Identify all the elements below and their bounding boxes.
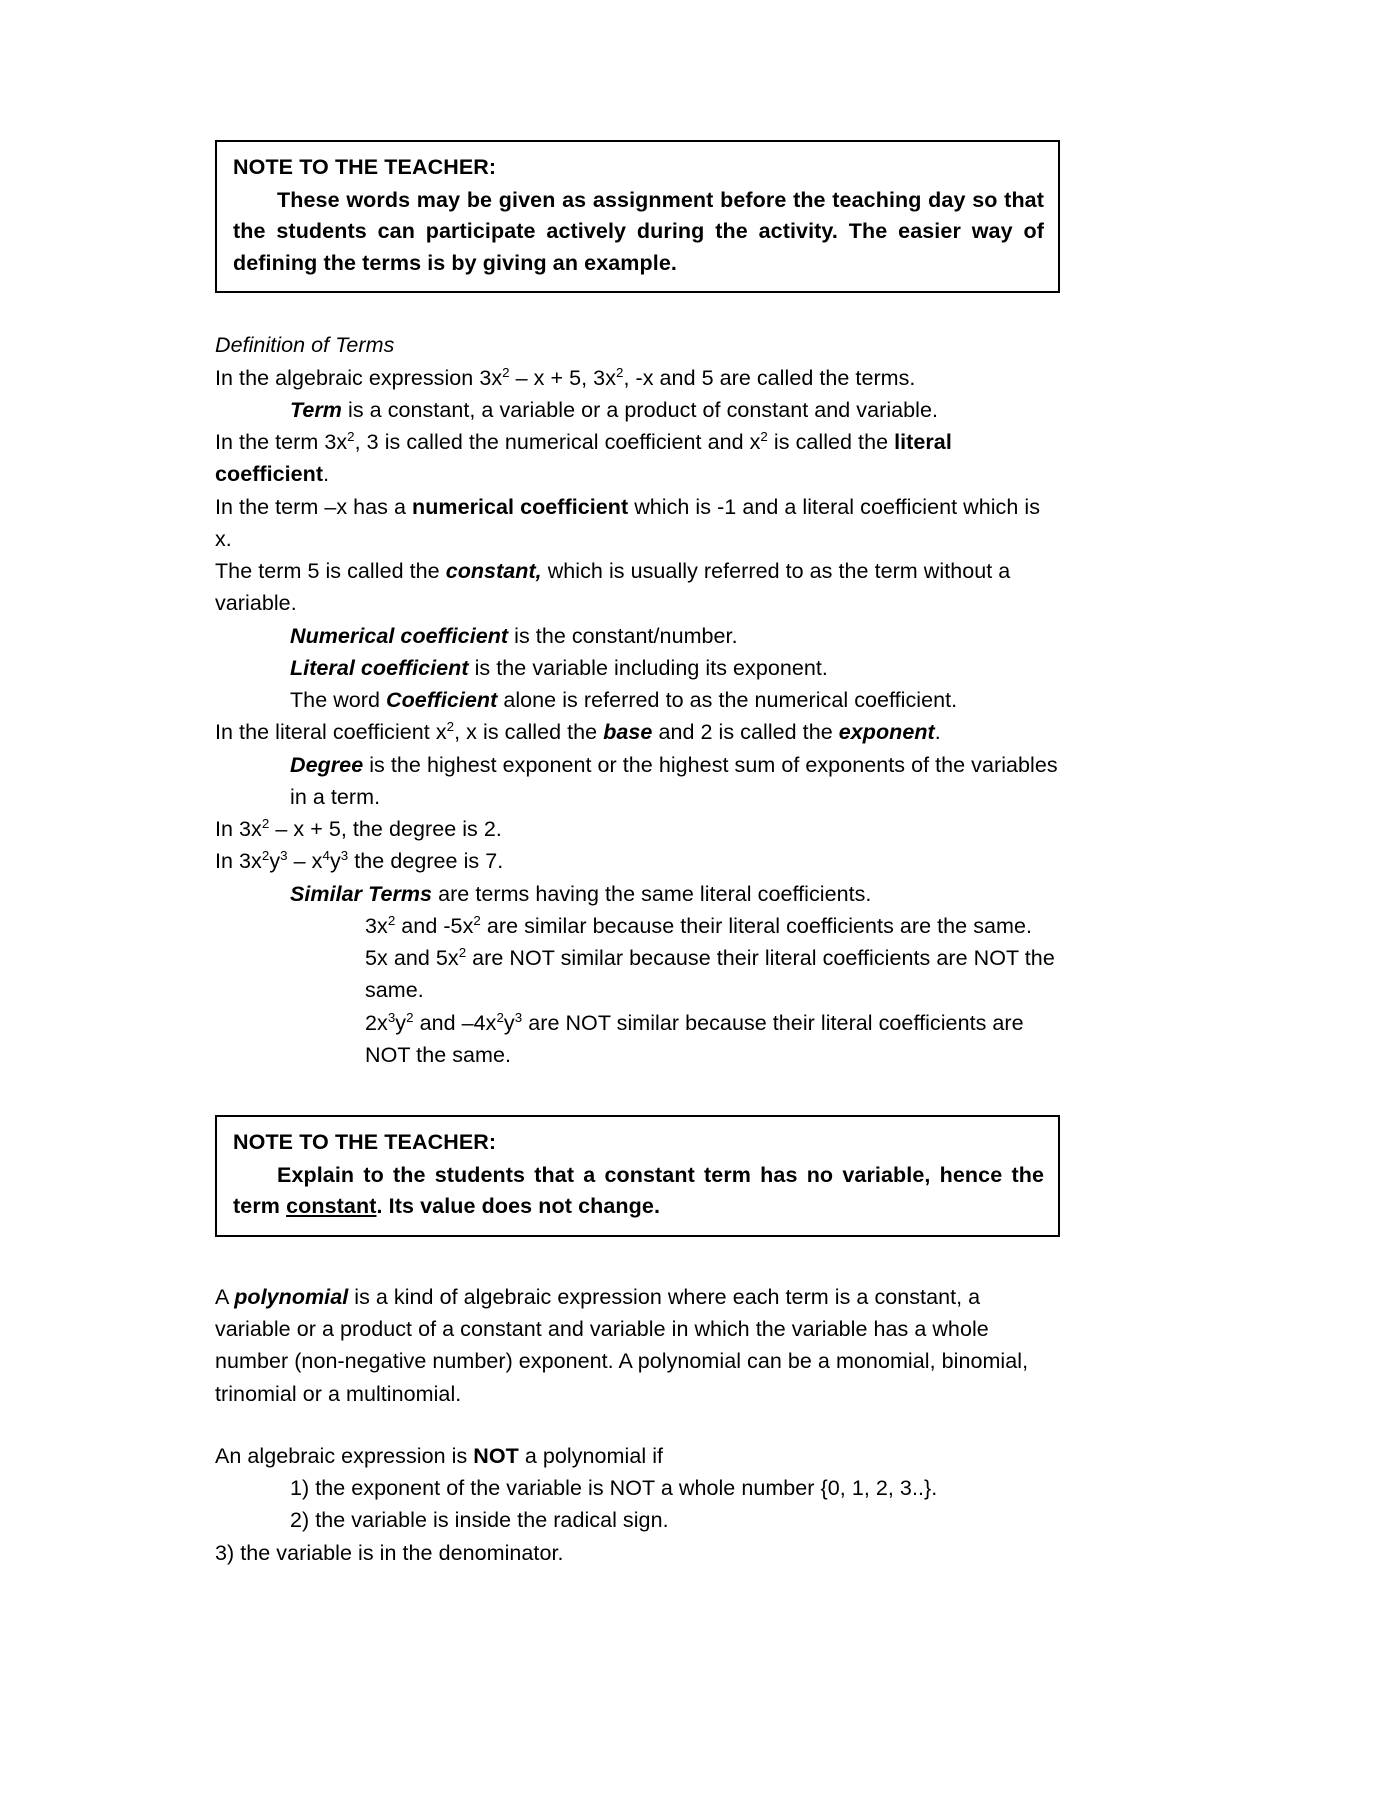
exponent: 2 — [502, 364, 510, 380]
exponent: 2 — [473, 912, 481, 928]
page-content — [215, 140, 1060, 1569]
not-polynomial-item-1: 1) the exponent of the variable is NOT a whole number {0, 1, 2, 3..}. — [290, 1476, 938, 1501]
polynomial-paragraph: A polynomial is a kind of algebraic expression where each term is a constant, a variable or a product of a constant and variable in which the variable has a whole number (non-negative number) exponent. A polynomial can be a monomial, binomial, trinomial or a multinomial. — [215, 1284, 1029, 1406]
exponent: 2 — [387, 912, 396, 928]
literal-coefficient-keyword: Literal coefficient — [290, 655, 469, 680]
polynomial-section — [215, 1281, 1060, 1569]
exponent: 4 — [322, 848, 330, 864]
similar-terms-example-2: 5x and $5x^2$ are NOT similar because their literal coefficients are NOT the same. — [365, 944, 1055, 1003]
exponent: 2 — [347, 428, 355, 444]
exponent: 2 — [616, 364, 624, 380]
literal-coefficient-keyword: literal coefficient — [215, 430, 952, 487]
definition-heading: Definition of Terms — [215, 333, 395, 358]
similar-terms-example-1: $3x^2$ and $-5x^2$ are similar because their literal coefficients are the same. — [365, 912, 1032, 938]
not-polynomial-item-3: 3) the variable is in the denominator. — [215, 1540, 564, 1565]
exponent: 3 — [514, 1009, 523, 1025]
exponent: 2 — [261, 815, 270, 831]
degree-definition: Degree is the highest exponent or the highest sum of exponents of the variables in a term. — [290, 752, 1058, 809]
not-polynomial-lead: An algebraic expression is NOT a polynomial if — [215, 1443, 664, 1468]
degree-example-2: In $3x^2y^3 - x^4y^3$ the degree is 7. — [215, 848, 504, 874]
note-box-2-body: Explain to the students that a constant term has no variable, hence the term constant. Its value does not change. — [233, 1162, 1044, 1219]
spacer — [215, 293, 1060, 329]
constant-line: The term 5 is called the constant, which is usually referred to as the term without a variable. — [215, 559, 1011, 616]
not-polynomial-item-2: 2) the variable is inside the radical sign. — [290, 1508, 669, 1533]
exponent: 2 — [496, 1009, 504, 1025]
exponent: 2 — [406, 1009, 414, 1025]
exponent-keyword: exponent — [838, 720, 935, 745]
exponent: 2 — [261, 848, 270, 864]
exponent: 2 — [760, 428, 768, 444]
note-box-2-title: NOTE TO THE TEACHER: — [233, 1130, 497, 1155]
numerical-coefficient-line: In the term $3x^2$, 3 is called the numerical coefficient and $x^2$ is called the literal coefficient. — [215, 428, 952, 487]
note-box-1-body: These words may be given as assignment before the teaching day so that the students can participate actively during the activity. The easier way of defining the terms is by giving an example. — [233, 187, 1044, 275]
exponent: 2 — [458, 944, 467, 960]
note-box-1-title: NOTE TO THE TEACHER: — [233, 155, 497, 179]
similar-terms-keyword: Similar Terms — [290, 881, 433, 906]
base-keyword: base — [603, 720, 653, 745]
not-keyword: NOT — [473, 1443, 519, 1468]
spacer — [215, 1237, 1060, 1281]
exponent: 3 — [387, 1009, 396, 1025]
note-to-teacher-box-2 — [215, 1115, 1060, 1237]
term-definition-line: Term is a constant, a variable or a product of constant and variable. — [290, 397, 939, 422]
definition-of-terms-section — [215, 329, 1060, 1071]
numerical-coefficient-definition: Numerical coefficient is the constant/number. — [290, 623, 738, 648]
base-exponent-line: In the literal coefficient $x^2$, x is called the base and 2 is called the exponent. — [215, 719, 941, 745]
numerical-coefficient-keyword: Numerical coefficient — [290, 623, 509, 648]
constant-underlined: constant — [286, 1194, 377, 1219]
minus-x-line: In the term –x has a numerical coefficient which is -1 and a literal coefficient which is x. — [215, 494, 1041, 551]
similar-terms-example-3: $2x^3y^2$ and $-4x^2y^3$ are NOT similar because their literal coefficients are NOT the same. — [365, 1009, 1024, 1067]
constant-keyword: constant, — [445, 559, 542, 584]
term-keyword: Term — [290, 397, 342, 422]
spacer — [215, 1071, 1060, 1115]
exponent: 3 — [340, 848, 349, 864]
degree-example-1: In $3x^2 - x + 5$, the degree is 2. — [215, 815, 502, 842]
exponent: 2 — [446, 719, 455, 735]
degree-keyword: Degree — [290, 752, 364, 777]
similar-terms-definition: Similar Terms are terms having the same literal coefficients. — [290, 881, 872, 906]
polynomial-keyword: polynomial — [234, 1284, 349, 1309]
numerical-coefficient-keyword: numerical coefficient — [412, 494, 629, 519]
coefficient-word-line: The word Coefficient alone is referred to as the numerical coefficient. — [290, 688, 958, 713]
exponent: 3 — [280, 848, 288, 864]
note-to-teacher-box-1 — [215, 140, 1060, 293]
terms-line-1: In the algebraic expression $3x^2 - x + 5$, $3x^2$, -x and 5 are called the terms. — [215, 364, 916, 390]
coefficient-keyword: Coefficient — [386, 688, 498, 713]
spacer — [215, 1410, 1060, 1440]
literal-coefficient-definition: Literal coefficient is the variable including its exponent. — [290, 655, 828, 680]
